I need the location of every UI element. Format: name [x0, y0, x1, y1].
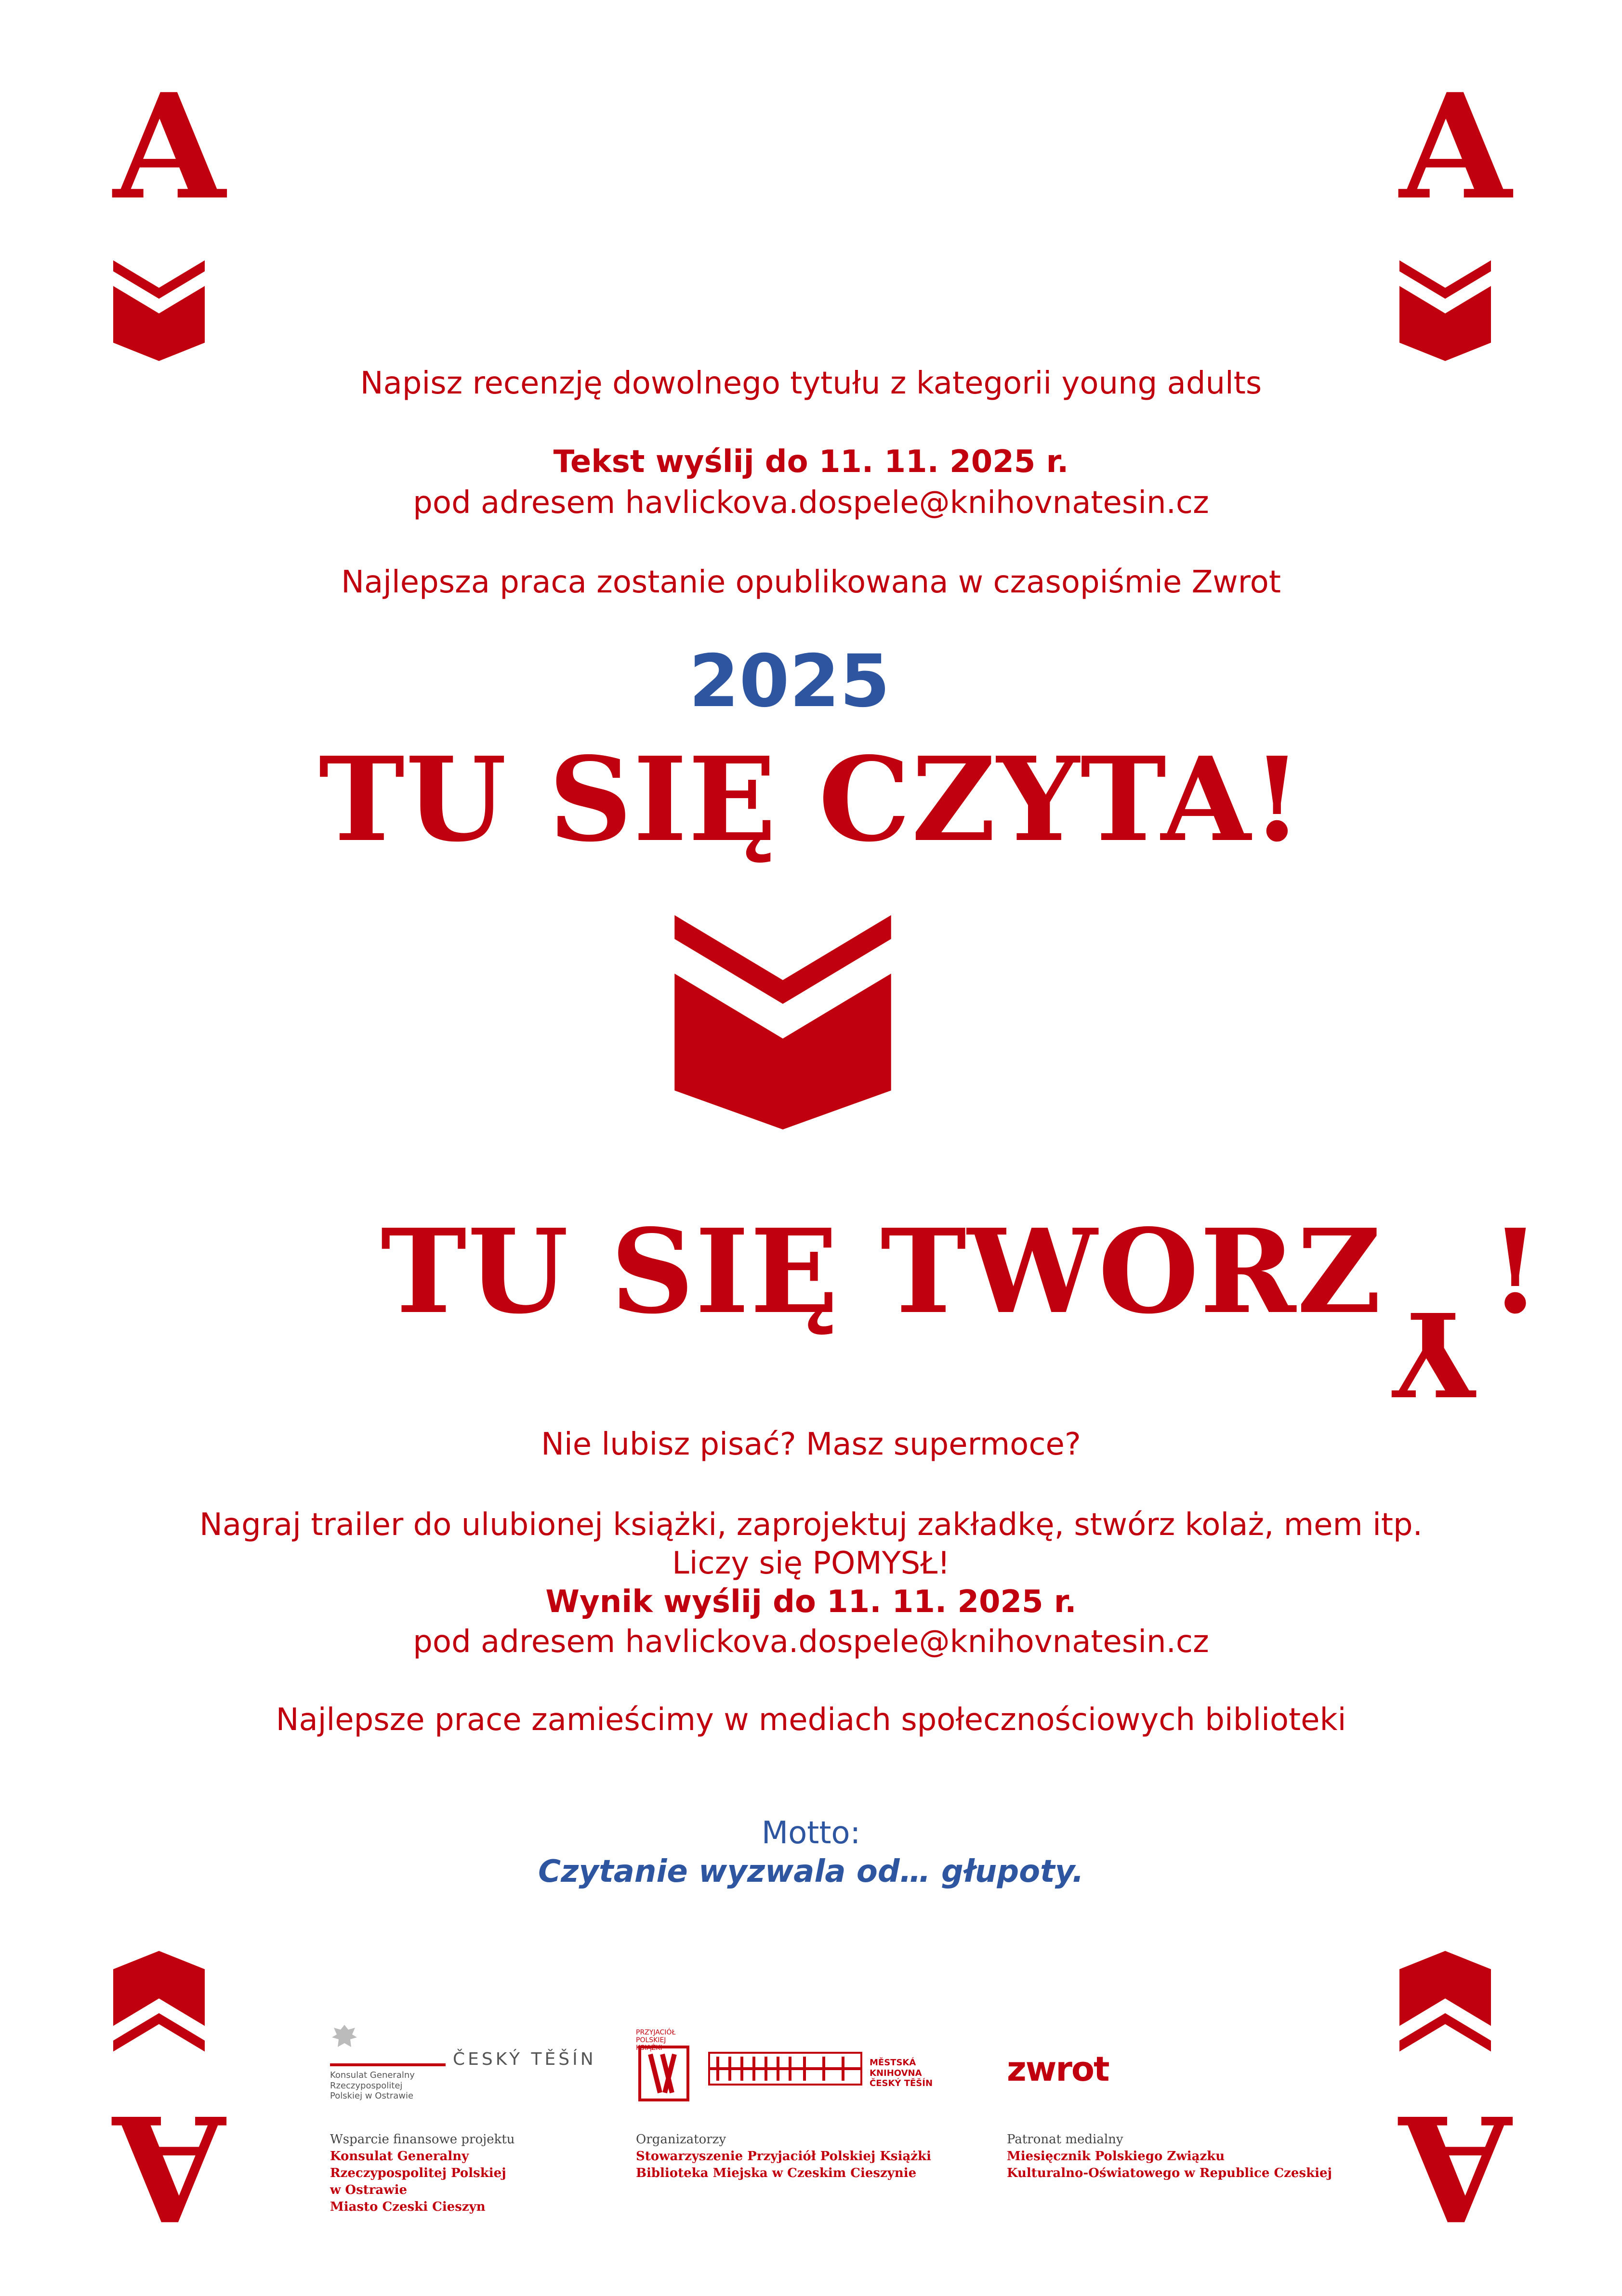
- title-creating-exclamation: !: [1490, 1204, 1542, 1339]
- credits-media: [1007, 2131, 1332, 2182]
- eagle-icon: [330, 2023, 359, 2055]
- credits-financial-line: w Ostrawie: [330, 2183, 408, 2198]
- spp-logo-text: PRZYJACIÓŁ POLSKIEJ KSIĄŻKI: [636, 2029, 676, 2052]
- credits-financial: [330, 2131, 515, 2216]
- intro-deadline: Tekst wyślij do 11. 11. 2025 r.: [553, 444, 1069, 480]
- city-logo: ČESKÝ TĚŠÍN: [453, 2049, 596, 2069]
- credits-organizers-heading: Organizatorzy: [636, 2132, 726, 2147]
- credits-financial-line: Konsulat Generalny: [330, 2149, 469, 2164]
- second-deadline: Wynik wyślij do 11. 11. 2025 r.: [545, 1584, 1077, 1620]
- credits-media-line: Kulturalno-Oświatowego w Republice Czeskiej: [1007, 2166, 1332, 2181]
- book-icon-top-right: [1399, 260, 1491, 361]
- corner-letter-bottom-right: A: [1399, 2083, 1512, 2253]
- intro-publish: Najlepsza praca zostanie opublikowana w czasopiśmie Zwrot: [341, 564, 1281, 600]
- credits-financial-line: Miasto Czeski Cieszyn: [330, 2200, 486, 2215]
- credits-organizers-line: Biblioteka Miejska w Czeskim Cieszynie: [636, 2166, 917, 2181]
- consulate-logo-text: Konsulat Generalny Rzeczypospolitej Polskiej w Ostrawie: [330, 2070, 415, 2101]
- year-heading: 2025: [689, 640, 890, 723]
- title-reading: TU SIĘ CZYTA!: [318, 732, 1304, 867]
- second-question: Nie lubisz pisać? Masz supermoce?: [541, 1427, 1081, 1462]
- motto-label: Motto:: [761, 1815, 861, 1851]
- consulate-logo: [330, 2023, 446, 2101]
- intro-line: Napisz recenzję dowolnego tytułu z kategorii young adults: [360, 366, 1262, 401]
- credits-media-line: Miesięcznik Polskiego Związku: [1007, 2149, 1225, 2164]
- corner-letter-top-left: A: [113, 62, 225, 232]
- credits-financial-line: Rzeczypospolitej Polskiej: [330, 2166, 506, 2181]
- credits-organizers-line: Stowarzyszenie Przyjaciół Polskiej Książki: [636, 2149, 931, 2164]
- credits-organizers: [636, 2131, 931, 2182]
- title-creating-flipped-letter: Y: [1392, 1286, 1476, 1421]
- corner-letter-bottom-left: A: [113, 2083, 225, 2253]
- motto-text: Czytanie wyzwala od… głupoty.: [538, 1854, 1084, 1889]
- zwrot-logo: zwrot: [1007, 2049, 1109, 2089]
- second-publish: Najlepsze prace zamieścimy w mediach społecznościowych biblioteki: [276, 1702, 1346, 1738]
- library-logo-text: MĚSTSKÁ KNIHOVNA ČESKÝ TĚŠÍN: [870, 2058, 933, 2089]
- corner-letter-top-right: A: [1399, 62, 1512, 232]
- credits-financial-heading: Wsparcie finansowe projektu: [330, 2132, 515, 2147]
- book-icon-main: [674, 915, 891, 1129]
- book-icon-bottom-left: [113, 1951, 205, 2052]
- title-creating-main: TU SIĘ TWORZ: [381, 1204, 1383, 1339]
- title-creating: [381, 1204, 1542, 1421]
- second-address[interactable]: pod adresem havlickova.dospele@knihovnatesin.cz: [413, 1624, 1209, 1660]
- library-logo: [708, 2052, 862, 2087]
- second-idea-count: Liczy się POMYSŁ!: [672, 1546, 950, 1581]
- book-icon-bottom-right: [1399, 1951, 1491, 2052]
- credits-media-heading: Patronat medialny: [1007, 2132, 1123, 2147]
- intro-address[interactable]: pod adresem havlickova.dospele@knihovnatesin.cz: [413, 485, 1209, 521]
- second-ideas: Nagraj trailer do ulubionej książki, zaprojektuj zakładkę, stwórz kolaż, mem itp.: [199, 1507, 1423, 1543]
- consulate-divider: [330, 2063, 446, 2066]
- book-icon-top-left: [113, 260, 205, 361]
